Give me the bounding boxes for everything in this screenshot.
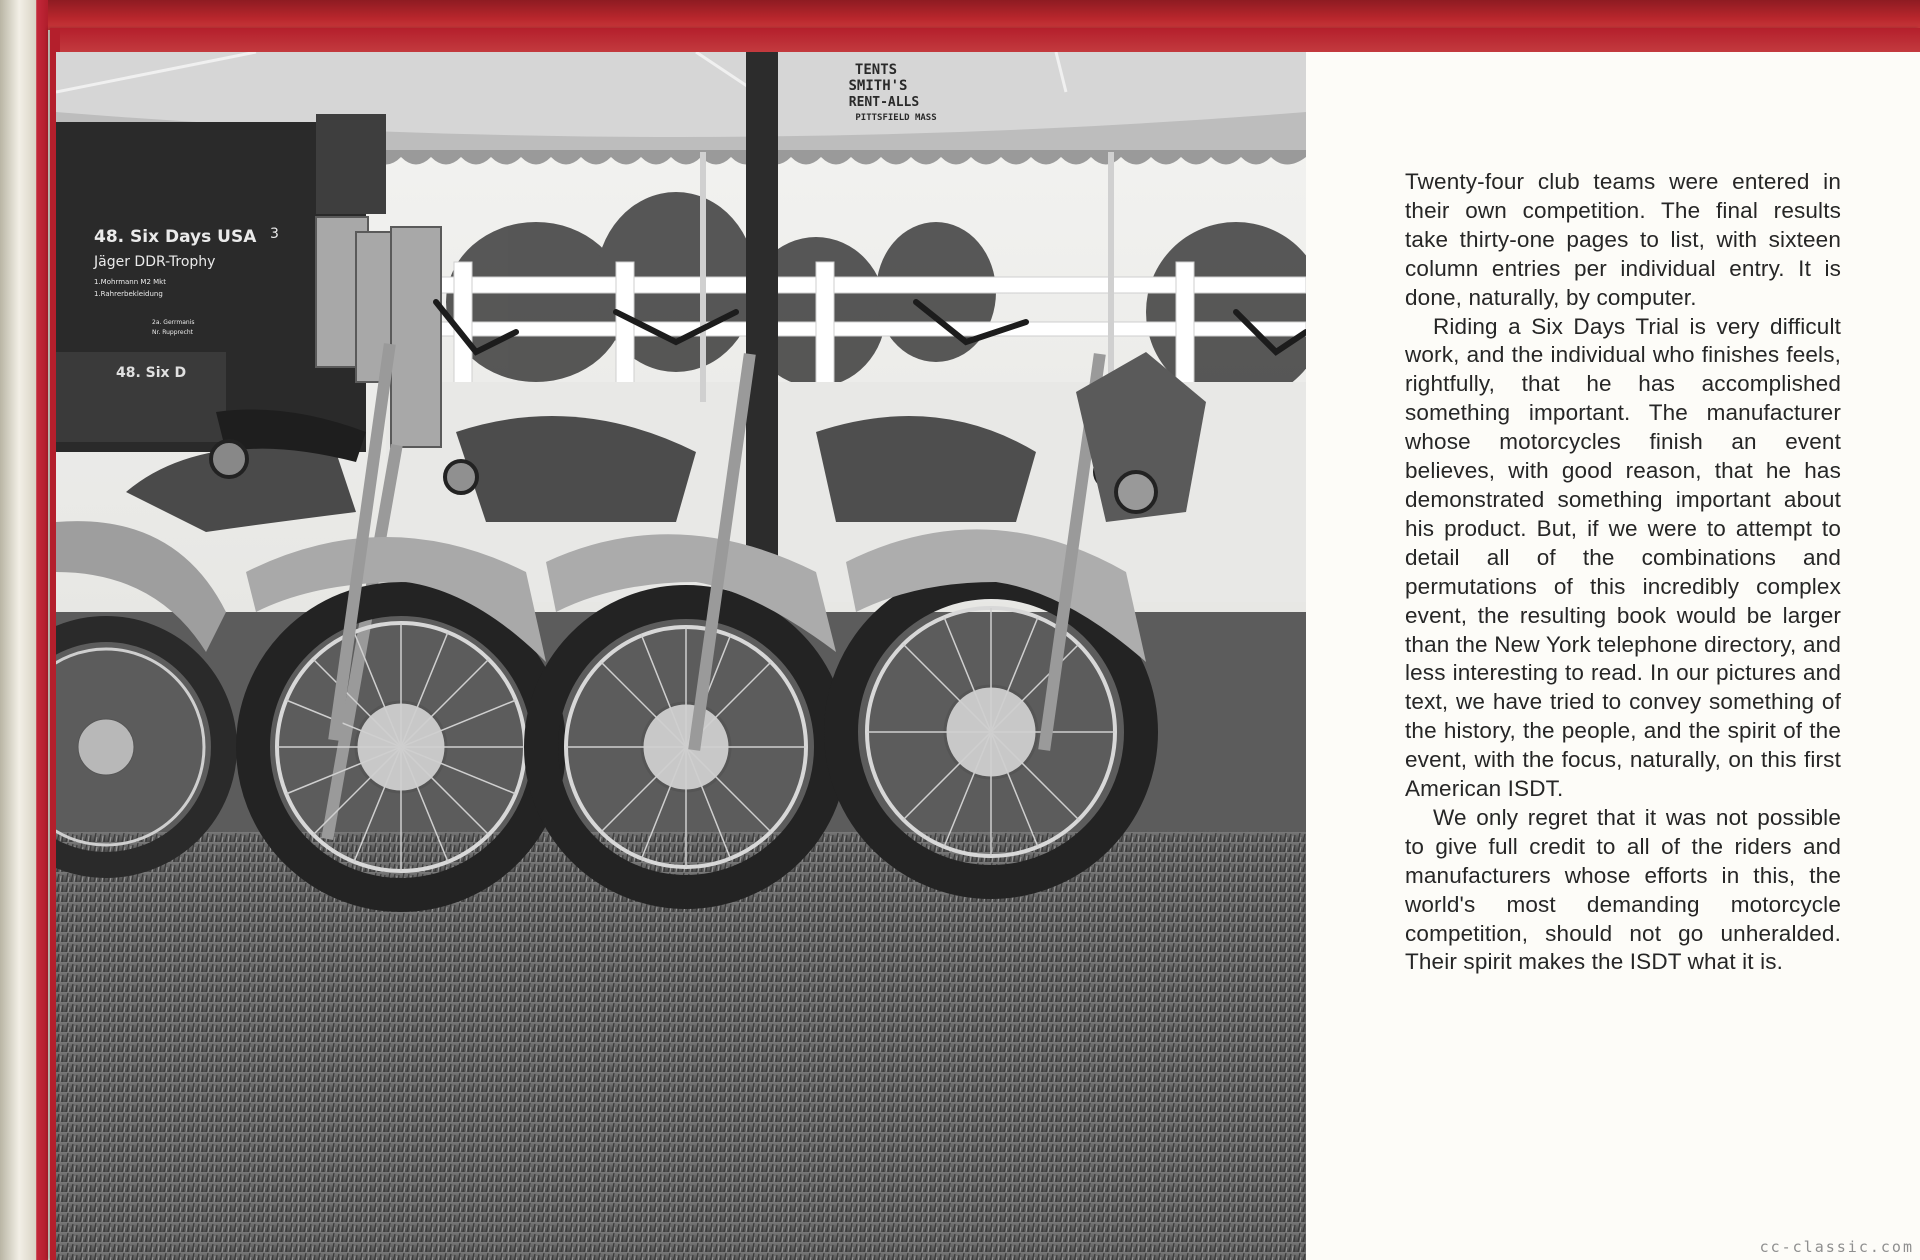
paragraph-1: Twenty-four club teams were entered in their own competition. The final results take thirty-one pages to list, with sixteen column entries per individual entry. It is done, naturally, by computer. <box>1405 169 1841 310</box>
board-number: 3 <box>270 226 279 242</box>
board-small-4: Nr. Rupprecht <box>152 329 194 336</box>
watermark: cc-classic.com <box>1759 1238 1914 1256</box>
board-small-2: 1.Rahrerbekleidung <box>94 290 163 298</box>
book-spine-edge <box>0 0 1920 30</box>
tent-text-2: SMITH'S <box>848 78 908 94</box>
motorcycles-photo <box>56 52 1306 1260</box>
page-top-border <box>50 28 1920 52</box>
paragraph-2: Riding a Six Days Trial is very difficult work, and the individual who finishes feels, rightfully, that he has accomplished something important. The manufacturer whose motorcycles finish an event believes, with good reason, that he has demonstrated something important about his product. But, if we were to attempt to detail all of the combinations and permutations of this incredibly complex event, the resulting book would be larger than the New York telephone directory, and less interesting to read. In our pictures and text, we have tried to convey something of the history, the people, and the spirit of the event, with the focus, naturally, on this first American ISDT. <box>1405 313 1841 802</box>
article-text <box>1405 168 1841 977</box>
second-board-text: 48. Six D <box>116 365 187 381</box>
board-small-1: 1.Mohrmann M2 Mkt <box>94 278 166 286</box>
tent-text-3: RENT-ALLS <box>848 95 920 110</box>
tent-text-4: PITTSFIELD MASS <box>855 113 937 123</box>
page-edge <box>0 0 48 1260</box>
paragraph-3: We only regret that it was not possible to give full credit to all of the riders and manufacturers whose efforts in this, the world's most demanding motorcycle competition, should not go unheralded. Their spirit makes the ISDT what it is. <box>1405 804 1841 975</box>
tent-text-1: TENTS <box>854 62 898 78</box>
board-small-3: 2a. Gerrmanis <box>152 319 195 326</box>
board-title: 48. Six Days USA <box>94 227 257 247</box>
board-subtitle: Jäger DDR-Trophy <box>94 254 216 270</box>
